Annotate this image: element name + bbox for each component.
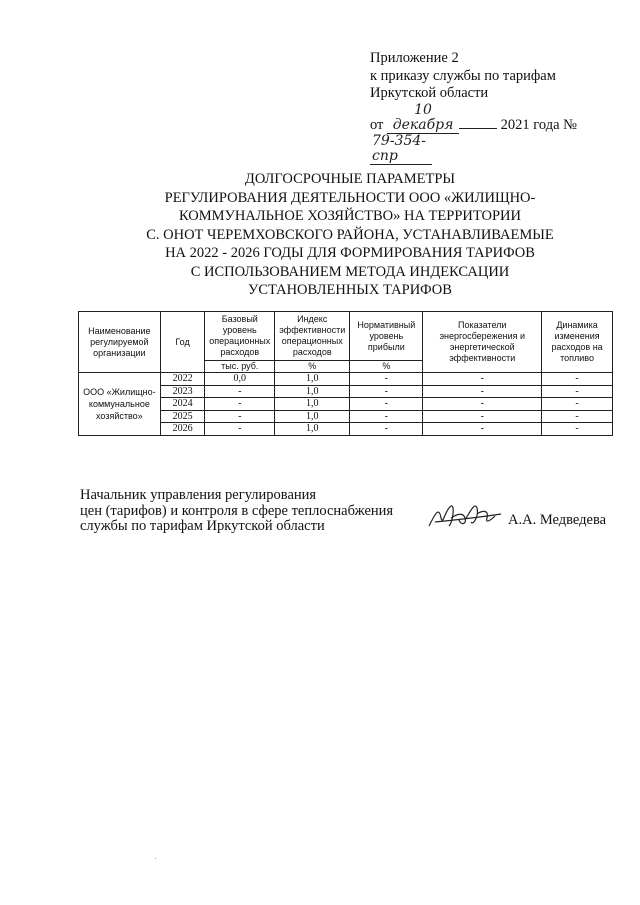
- signature-line-3: службы по тарифам Иркутской области: [80, 518, 325, 534]
- cell-norm: -: [350, 398, 423, 411]
- cell-year: 2025: [160, 410, 205, 423]
- cell-energy: -: [423, 410, 542, 423]
- cell-energy: -: [423, 385, 542, 398]
- handwritten-order-number: 79-354-спр: [370, 134, 432, 165]
- handwritten-date: 10 декабря: [387, 103, 459, 134]
- cell-year: 2026: [160, 423, 205, 436]
- cell-dynamics: -: [542, 398, 613, 411]
- table-row: [79, 373, 613, 386]
- header-fuel-dynamics: Динамика изменения расходов на топливо: [542, 312, 613, 373]
- signature-line-2: цен (тарифов) и контроля в сфере теплоснабжения: [80, 502, 394, 519]
- cell-dynamics: -: [542, 385, 613, 398]
- title-line-5: НА 2022 - 2026 ГОДЫ ДЛЯ ФОРМИРОВАНИЯ ТАРИФОВ: [165, 245, 535, 261]
- cell-dynamics: -: [542, 373, 613, 386]
- scan-speck: [155, 858, 156, 859]
- date-prefix: от: [370, 116, 384, 133]
- header-efficiency-index: Индекс эффективности операционных расходов: [275, 312, 350, 361]
- unit-index: %: [275, 361, 350, 373]
- title-line-3: КОММУНАЛЬНОЕ ХОЗЯЙСТВО» НА ТЕРРИТОРИИ: [179, 208, 521, 224]
- header-organization: Наименование регулируемой организации: [79, 312, 161, 373]
- cell-year: 2022: [160, 373, 205, 386]
- cell-year: 2024: [160, 398, 205, 411]
- cell-norm: -: [350, 373, 423, 386]
- appendix-date-line: [370, 103, 640, 166]
- unit-base: тыс. руб.: [205, 361, 275, 373]
- cell-energy: -: [423, 423, 542, 436]
- cell-base: -: [205, 398, 275, 411]
- title-line-4: С. ОНОТ ЧЕРЕМХОВСКОГО РАЙОНА, УСТАНАВЛИВАЕМЫЕ: [146, 226, 554, 243]
- cell-norm: -: [350, 410, 423, 423]
- date-blank-line: [459, 115, 497, 129]
- appendix-line-2: к приказу службы по тарифам: [370, 67, 556, 84]
- cell-energy: -: [423, 373, 542, 386]
- cell-dynamics: -: [542, 423, 613, 436]
- header-normative-profit: Нормативный уровень прибыли: [350, 312, 423, 361]
- title-line-7: УСТАНОВЛЕННЫХ ТАРИФОВ: [248, 282, 452, 298]
- appendix-header: [370, 50, 640, 166]
- year-text: 2021 года №: [500, 116, 577, 133]
- title-line-1: ДОЛГОСРОЧНЫЕ ПАРАМЕТРЫ: [244, 171, 456, 187]
- cell-index: 1,0: [275, 423, 350, 436]
- cell-index: 1,0: [275, 385, 350, 398]
- header-year: Год: [160, 312, 205, 373]
- header-base-costs: Базовый уровень операционных расходов: [205, 312, 275, 361]
- cell-year: 2023: [160, 385, 205, 398]
- signature-line-1: Начальник управления регулирования: [80, 487, 317, 503]
- cell-norm: -: [350, 385, 423, 398]
- organization-cell: ООО «Жилищно-коммунальное хозяйство»: [79, 373, 161, 436]
- signature-block: [80, 488, 393, 535]
- cell-base: -: [205, 410, 275, 423]
- document-title: [120, 170, 580, 300]
- cell-base: 0,0: [205, 373, 275, 386]
- cell-norm: -: [350, 423, 423, 436]
- cell-index: 1,0: [275, 410, 350, 423]
- unit-norm: %: [350, 361, 423, 373]
- header-energy-efficiency: Показатели энергосбережения и энергетической эффективности: [423, 312, 542, 373]
- cell-index: 1,0: [275, 373, 350, 386]
- title-line-6: С ИСПОЛЬЗОВАНИЕМ МЕТОДА ИНДЕКСАЦИИ: [190, 263, 510, 280]
- cell-dynamics: -: [542, 410, 613, 423]
- handwritten-signature: [425, 496, 505, 536]
- title-line-2: РЕГУЛИРОВАНИЯ ДЕЯТЕЛЬНОСТИ ООО «ЖИЛИЩНО-: [164, 189, 536, 206]
- appendix-line-3: Иркутской области: [370, 85, 489, 101]
- signatory-name: А.А. Медведева: [508, 512, 607, 528]
- cell-base: -: [205, 423, 275, 436]
- cell-base: -: [205, 385, 275, 398]
- cell-index: 1,0: [275, 398, 350, 411]
- parameters-table: [78, 311, 613, 436]
- cell-energy: -: [423, 398, 542, 411]
- appendix-line-1: Приложение 2: [370, 50, 459, 66]
- table-header-row: [79, 312, 613, 361]
